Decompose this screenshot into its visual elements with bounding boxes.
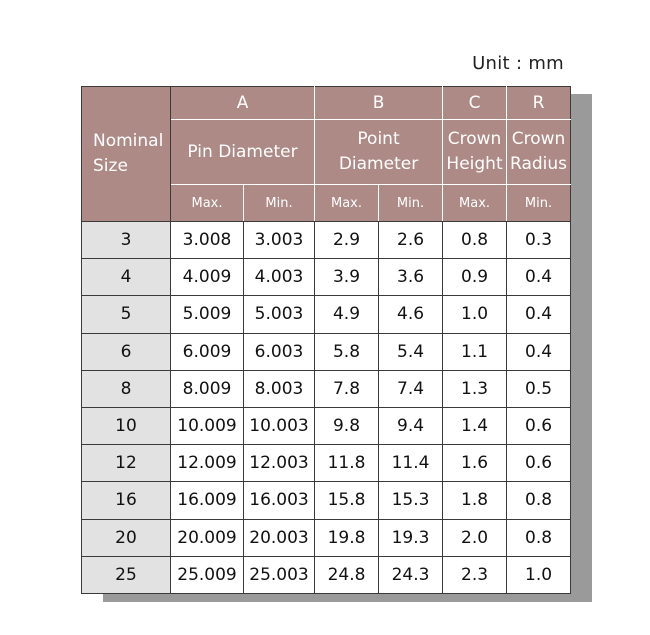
table-row <box>82 519 571 556</box>
pin-diameter-min-cell: 10.003 <box>244 407 315 444</box>
table-row <box>82 556 571 593</box>
crown-height-max-cell: 0.9 <box>443 259 507 296</box>
crown-radius-min-cell: 0.8 <box>507 482 571 519</box>
point-diameter-max-cell: 3.9 <box>315 259 379 296</box>
sub-header-a-max: Max. <box>171 185 244 222</box>
point-diameter-max-cell: 19.8 <box>315 519 379 556</box>
group-name-r <box>507 120 571 185</box>
point-diameter-max-cell: 5.8 <box>315 333 379 370</box>
pin-diameter-max-cell: 16.009 <box>171 482 244 519</box>
group-name-a-line1: Pin Diameter <box>187 141 298 162</box>
point-diameter-max-cell: 11.8 <box>315 445 379 482</box>
point-diameter-max-cell: 2.9 <box>315 222 379 259</box>
group-name-b <box>315 120 443 185</box>
crown-radius-min-cell: 0.5 <box>507 370 571 407</box>
table-row <box>82 333 571 370</box>
nominal-size-cell: 6 <box>82 333 171 370</box>
point-diameter-min-cell: 15.3 <box>379 482 443 519</box>
nominal-size-line2: Size <box>93 156 128 176</box>
crown-height-max-cell: 0.8 <box>443 222 507 259</box>
group-name-c-line2: Height <box>446 154 503 174</box>
table-row <box>82 407 571 444</box>
pin-diameter-min-cell: 25.003 <box>244 556 315 593</box>
point-diameter-min-cell: 5.4 <box>379 333 443 370</box>
pin-diameter-min-cell: 4.003 <box>244 259 315 296</box>
pin-diameter-max-cell: 8.009 <box>171 370 244 407</box>
crown-radius-min-cell: 1.0 <box>507 556 571 593</box>
point-diameter-max-cell: 4.9 <box>315 296 379 333</box>
crown-height-max-cell: 1.1 <box>443 333 507 370</box>
table-row <box>82 445 571 482</box>
dimension-table-container <box>81 86 570 594</box>
group-letter-a: A <box>171 87 315 120</box>
point-diameter-max-cell: 7.8 <box>315 370 379 407</box>
pin-diameter-min-cell: 3.003 <box>244 222 315 259</box>
pin-diameter-min-cell: 6.003 <box>244 333 315 370</box>
group-name-b-line1: Point <box>357 129 400 149</box>
nominal-size-cell: 8 <box>82 370 171 407</box>
pin-diameter-max-cell: 5.009 <box>171 296 244 333</box>
point-diameter-max-cell: 24.8 <box>315 556 379 593</box>
point-diameter-min-cell: 7.4 <box>379 370 443 407</box>
table-row <box>82 222 571 259</box>
nominal-size-cell: 3 <box>82 222 171 259</box>
pin-diameter-min-cell: 20.003 <box>244 519 315 556</box>
nominal-size-cell: 25 <box>82 556 171 593</box>
nominal-size-cell: 20 <box>82 519 171 556</box>
pin-diameter-min-cell: 8.003 <box>244 370 315 407</box>
group-letter-b: B <box>315 87 443 120</box>
pin-diameter-max-cell: 20.009 <box>171 519 244 556</box>
crown-radius-min-cell: 0.6 <box>507 445 571 482</box>
group-name-c-line1: Crown <box>447 129 502 149</box>
nominal-size-cell: 4 <box>82 259 171 296</box>
group-name-a <box>171 120 315 185</box>
crown-height-max-cell: 1.0 <box>443 296 507 333</box>
point-diameter-max-cell: 15.8 <box>315 482 379 519</box>
nominal-size-cell: 12 <box>82 445 171 482</box>
group-name-r-line1: Crown <box>511 129 566 149</box>
sub-header-a-min: Min. <box>244 185 315 222</box>
table-header <box>82 87 571 222</box>
point-diameter-max-cell: 9.8 <box>315 407 379 444</box>
table-row <box>82 482 571 519</box>
crown-height-max-cell: 1.8 <box>443 482 507 519</box>
group-name-b-line2: Diameter <box>338 154 419 174</box>
crown-height-max-cell: 2.0 <box>443 519 507 556</box>
nominal-size-header <box>82 87 171 222</box>
crown-radius-min-cell: 0.4 <box>507 296 571 333</box>
unit-label: Unit : mm <box>472 53 564 74</box>
pin-diameter-max-cell: 3.008 <box>171 222 244 259</box>
point-diameter-min-cell: 3.6 <box>379 259 443 296</box>
crown-radius-min-cell: 0.4 <box>507 259 571 296</box>
table-body <box>82 222 571 594</box>
sub-header-b-min: Min. <box>379 185 443 222</box>
pin-diameter-max-cell: 25.009 <box>171 556 244 593</box>
pin-diameter-max-cell: 6.009 <box>171 333 244 370</box>
nominal-size-cell: 16 <box>82 482 171 519</box>
group-letter-c: C <box>443 87 507 120</box>
table-row <box>82 370 571 407</box>
crown-radius-min-cell: 0.3 <box>507 222 571 259</box>
group-name-c <box>443 120 507 185</box>
table-row <box>82 296 571 333</box>
pin-diameter-min-cell: 16.003 <box>244 482 315 519</box>
crown-radius-min-cell: 0.8 <box>507 519 571 556</box>
sub-header-r-min: Min. <box>507 185 571 222</box>
sub-header-b-max: Max. <box>315 185 379 222</box>
pin-diameter-min-cell: 12.003 <box>244 445 315 482</box>
point-diameter-min-cell: 2.6 <box>379 222 443 259</box>
crown-height-max-cell: 1.4 <box>443 407 507 444</box>
point-diameter-min-cell: 24.3 <box>379 556 443 593</box>
crown-height-max-cell: 1.6 <box>443 445 507 482</box>
group-letter-r: R <box>507 87 571 120</box>
crown-height-max-cell: 2.3 <box>443 556 507 593</box>
point-diameter-min-cell: 9.4 <box>379 407 443 444</box>
point-diameter-min-cell: 19.3 <box>379 519 443 556</box>
sub-header-c-max: Max. <box>443 185 507 222</box>
nominal-size-cell: 10 <box>82 407 171 444</box>
crown-radius-min-cell: 0.4 <box>507 333 571 370</box>
pin-diameter-max-cell: 4.009 <box>171 259 244 296</box>
crown-radius-min-cell: 0.6 <box>507 407 571 444</box>
point-diameter-min-cell: 4.6 <box>379 296 443 333</box>
pin-diameter-max-cell: 12.009 <box>171 445 244 482</box>
pin-diameter-min-cell: 5.003 <box>244 296 315 333</box>
crown-height-max-cell: 1.3 <box>443 370 507 407</box>
table-row <box>82 259 571 296</box>
point-diameter-min-cell: 11.4 <box>379 445 443 482</box>
nominal-size-line1: Nominal <box>93 131 164 151</box>
dimension-table <box>81 86 571 594</box>
pin-diameter-max-cell: 10.009 <box>171 407 244 444</box>
nominal-size-cell: 5 <box>82 296 171 333</box>
group-name-r-line2: Radius <box>510 154 568 174</box>
